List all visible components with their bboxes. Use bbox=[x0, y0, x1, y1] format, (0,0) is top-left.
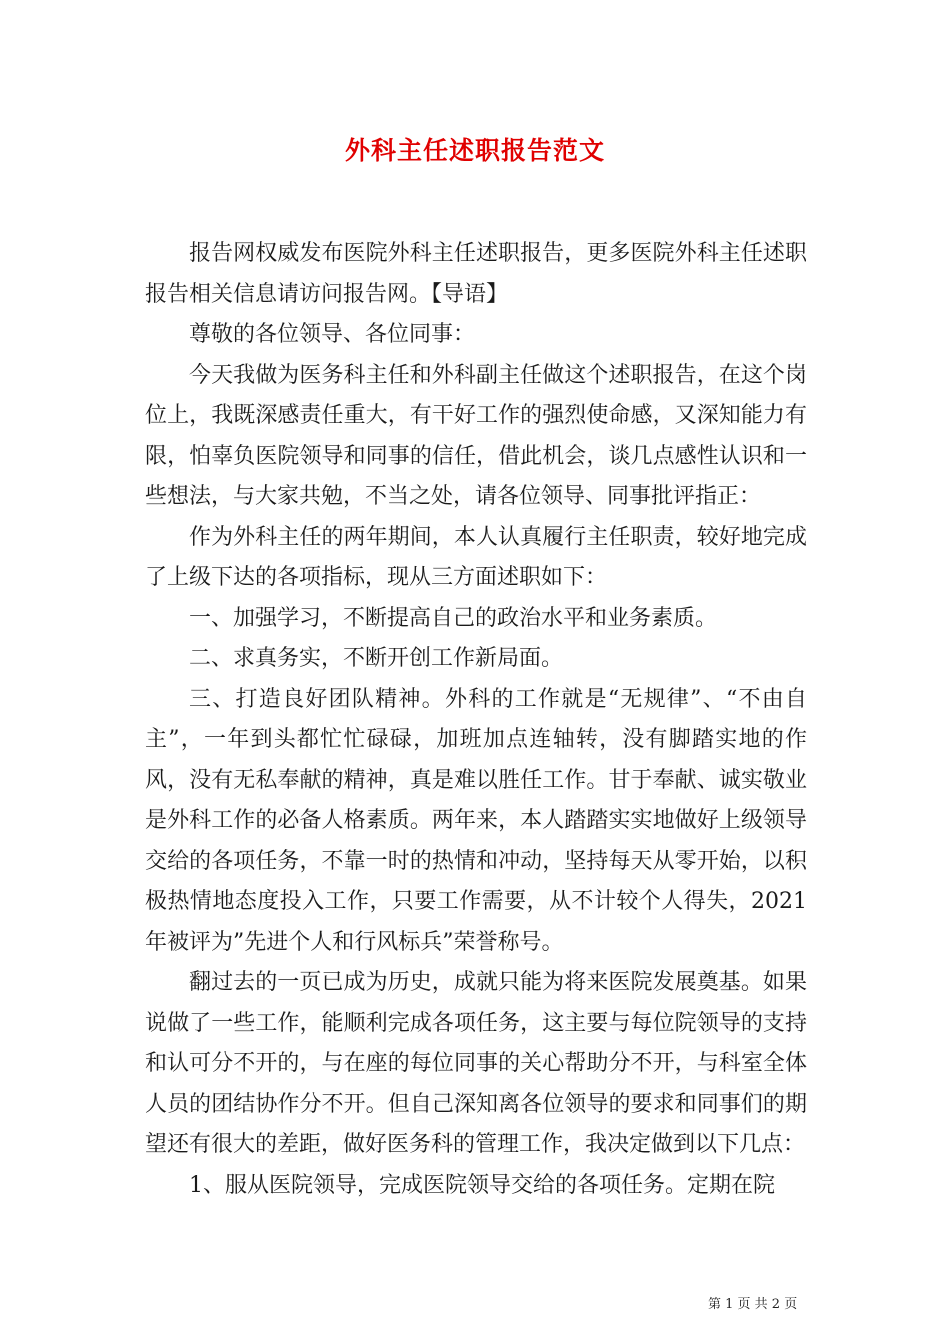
salutation-paragraph: 尊敬的各位领导、各位同事： bbox=[189, 322, 476, 347]
body-paragraph: 今天我做为医务科主任和外科副主任做这个述职报告，在这个岗位上，我既深感责任重大，有干好工作的强烈使命感，又深知能力有限，怕辜负医院领导和同事的信任，借此机会，谈几点感性认识和一些想法，与大家共勉，不当之处，请各位领导、同事批评指正： bbox=[145, 362, 807, 509]
section-heading-1: 一、加强学习，不断提高自己的政治水平和业务素质。 bbox=[189, 605, 718, 631]
section-3-paragraph: 三、打造良好团队精神。外科的工作就是“无规律”、“不由自主”，一年到头都忙忙碌碌，加班加点连轴转，没有脚踏实地的作风，没有无私奉献的精神，真是难以胜任工作。甘于奉献、诚实敬业是外科工作的必备人格素质。两年来，本人踏踏实实地做好上级领导交给的各项任务，不靠一时的热情和冲动，坚持每天从零开始，以积极热情地态度投入工作，只要工作需要，从不计较个人得失，2021年被评为”先进个人和行风标兵”荣誉称号。 bbox=[145, 686, 807, 955]
body-paragraph: 作为外科主任的两年期间，本人认真履行主任职责，较好地完成了上级下达的各项指标，现从三方面述职如下： bbox=[145, 524, 807, 590]
document-body bbox=[145, 234, 807, 1206]
body-paragraph: 翻过去的一页已成为历史，成就只能为将来医院发展奠基。如果说做了一些工作，能顺利完成各项任务，这主要与每位院领导的支持和认可分不开的，与在座的每位同事的关心帮助分不开，与科室全体人员的团结协作分不开。但自己深知离各位领导的要求和同事们的期望还有很大的差距，做好医务科的管理工作，我决定做到以下几点： bbox=[145, 970, 807, 1157]
document-title: 外科主任述职报告范文 bbox=[344, 136, 605, 165]
section-heading-2: 二、求真务实，不断开创工作新局面。 bbox=[189, 646, 564, 671]
page-number-footer: 第 1 页 共 2 页 bbox=[708, 1297, 798, 1312]
list-item-1-paragraph: 1、服从医院领导，完成医院领导交给的各项任务。定期在院 bbox=[189, 1172, 775, 1198]
intro-paragraph: 报告网权威发布医院外科主任述职报告，更多医院外科主任述职报告相关信息请访问报告网。【导语】 bbox=[145, 241, 807, 307]
